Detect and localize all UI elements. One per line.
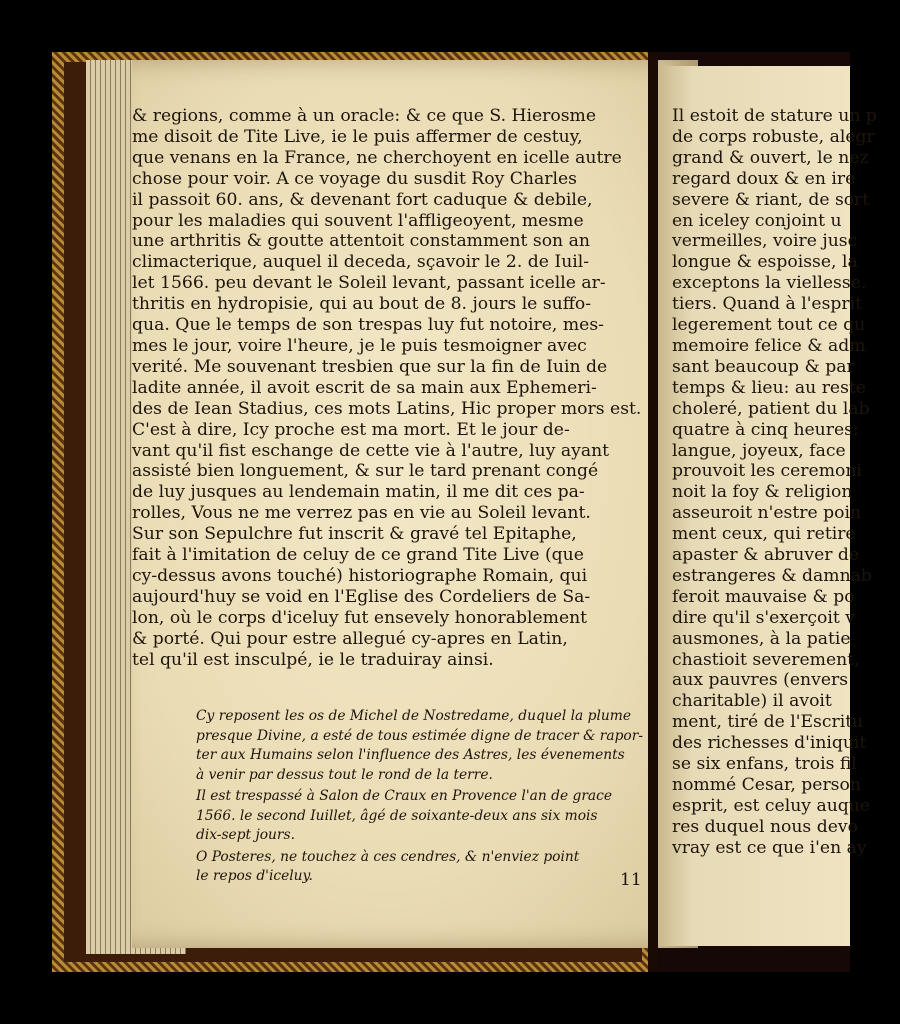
text-line: nommé Cesar, person — [672, 775, 861, 795]
text-line: esprit, est celuy auque — [672, 795, 871, 816]
page-number: 11 — [620, 870, 642, 890]
text-line: dire qu'il s'exerçoit v — [672, 607, 855, 628]
epitaph-line: à venir par dessus tout le rond de la terre. — [196, 766, 493, 783]
text-line: des richesses d'iniquit — [672, 733, 867, 754]
text-line: se six enfans, trois fil — [672, 754, 857, 775]
epitaph-line: Il est trespassé à Salon de Craux en Provence l'an de grace — [196, 788, 613, 804]
text-line: de luy jusques au lendemain matin, il me dit ces pa- — [132, 482, 585, 503]
text-line: tiers. Quand à l'esprit — [672, 294, 863, 315]
left-page-body-text — [132, 106, 646, 670]
text-line: ladite année, il avoit escrit de sa main aux Ephemeri- — [132, 377, 597, 398]
text-line: Sur son Sepulchre fut inscrit & gravé tel Epitaphe, — [132, 524, 577, 545]
text-line: qua. Que le temps de son trespas luy fut notoire, mes- — [132, 315, 604, 336]
text-line: il passoit 60. ans, & devenant fort caduque & debile, — [132, 189, 593, 210]
right-page-body-text — [672, 106, 877, 859]
text-line: verité. Me souvenant tresbien que sur la fin de Iuin de — [132, 356, 608, 377]
text-line: grand & ouvert, le nez — [672, 147, 869, 168]
text-line: en iceley conjoint u — [672, 210, 842, 231]
epitaph-paragraph — [196, 848, 646, 887]
epitaph-line: 1566. le second Iuillet, âgé de soixante-deux ans six mois — [196, 807, 598, 824]
text-line: asseuroit n'estre poin — [672, 503, 862, 524]
epitaph-line: dix-sept jours. — [196, 827, 295, 843]
text-line: legerement tout ce qu — [672, 315, 866, 336]
text-line: vant qu'il fist eschange de cette vie à l'autre, luy ayant — [132, 440, 610, 461]
text-line: Il estoit de stature un p — [672, 106, 877, 126]
text-line: chastioit severement, — [672, 649, 860, 670]
text-line: prouvoit les ceremoni — [672, 461, 862, 482]
text-line: une arthritis & goutte attentoit constamment son an — [132, 231, 590, 252]
text-line: quatre à cinq heures: — [672, 419, 859, 440]
text-line: tel qu'il est insculpé, ie le traduiray ainsi. — [132, 649, 494, 670]
text-line: rolles, Vous ne me verrez pas en vie au Soleil levant. — [132, 503, 591, 524]
text-line: chose pour voir. A ce voyage du susdit Roy Charles — [132, 168, 577, 189]
text-line: ment ceux, qui retire — [672, 524, 856, 545]
epitaph-line: le repos d'iceluy. — [196, 868, 313, 884]
text-line: sant beaucoup & par — [672, 356, 855, 377]
book-gutter — [648, 52, 658, 972]
text-line: thritis en hydropisie, qui au bout de 8. jours le suffo- — [132, 294, 592, 315]
text-line: langue, joyeux, face — [672, 440, 846, 461]
epitaph-line: ter aux Humains selon l'influence des Astres, les évenements — [196, 747, 625, 763]
text-line: de corps robuste, alegr — [672, 126, 875, 147]
text-line: me disoit de Tite Live, ie le puis affermer de cestuy, — [132, 126, 583, 147]
epitaph-paragraph — [196, 707, 646, 785]
text-line: noit la foy & religion — [672, 482, 853, 503]
text-line: feroit mauvaise & po — [672, 586, 855, 607]
epitaph-line: Cy reposent les os de Michel de Nostredame, duquel la plume — [196, 708, 632, 724]
text-line: apaster & abruver de — [672, 545, 860, 566]
epitaph-line: presque Divine, a esté de tous estimée digne de tracer & rapor- — [196, 727, 643, 744]
text-line: severe & riant, de sort — [672, 189, 870, 210]
text-line: vray est ce que i'en ay — [672, 837, 867, 858]
text-line: exceptons la viellesse. — [672, 273, 867, 294]
text-line: let 1566. peu devant le Soleil levant, passant icelle ar- — [132, 273, 606, 294]
text-line: ment, tiré de l'Escritu — [672, 712, 864, 733]
text-line: fait à l'imitation de celuy de ce grand Tite Live (que — [132, 545, 584, 566]
text-line: & porté. Qui pour estre allegué cy-apres en Latin, — [132, 628, 568, 649]
text-line: C'est à dire, Icy proche est ma mort. Et le jour de- — [132, 419, 570, 440]
text-line: temps & lieu: au reste — [672, 377, 866, 398]
text-line: charitable) il avoit — [672, 691, 832, 712]
text-line: assisté bien longuement, & sur le tard prenant congé — [132, 461, 599, 482]
text-line: cy-dessus avons touché) historiographe Romain, qui — [132, 565, 588, 586]
epitaph-paragraph — [196, 787, 646, 846]
text-line: vermeilles, voire jusc — [672, 231, 858, 252]
text-line: regard doux & en ire — [672, 168, 856, 189]
text-line: longue & espoisse, la — [672, 252, 858, 273]
text-line: lon, où le corps d'iceluy fut ensevely honorablement — [132, 607, 588, 628]
text-line: memoire felice & adm — [672, 335, 866, 356]
text-line: res duquel nous devo — [672, 816, 858, 837]
text-line: pour les maladies qui souvent l'affligeoyent, mesme — [132, 210, 584, 231]
text-line: choleré, patient du lab — [672, 398, 870, 419]
epitaph-line: O Posteres, ne touchez à ces cendres, & n'enviez point — [196, 848, 580, 865]
text-line: ausmones, à la patie — [672, 628, 851, 649]
text-line: des de Iean Stadius, ces mots Latins, Hic proper mors est. — [132, 398, 642, 419]
epitaph-text — [196, 707, 646, 889]
text-line: estrangeres & damnab — [672, 565, 872, 586]
text-line: mes le jour, voire l'heure, je le puis tesmoigner avec — [132, 335, 587, 356]
text-line: climacterique, auquel il deceda, sçavoir le 2. de Iuil- — [132, 252, 590, 273]
text-line: & regions, comme à un oracle: & ce que S. Hierosme — [132, 106, 597, 126]
text-line: que venans en la France, ne cherchoyent en icelle autre — [132, 147, 622, 168]
text-line: aux pauvres (envers — [672, 670, 849, 691]
text-line: aujourd'huy se void en l'Eglise des Cordeliers de Sa- — [132, 586, 591, 607]
